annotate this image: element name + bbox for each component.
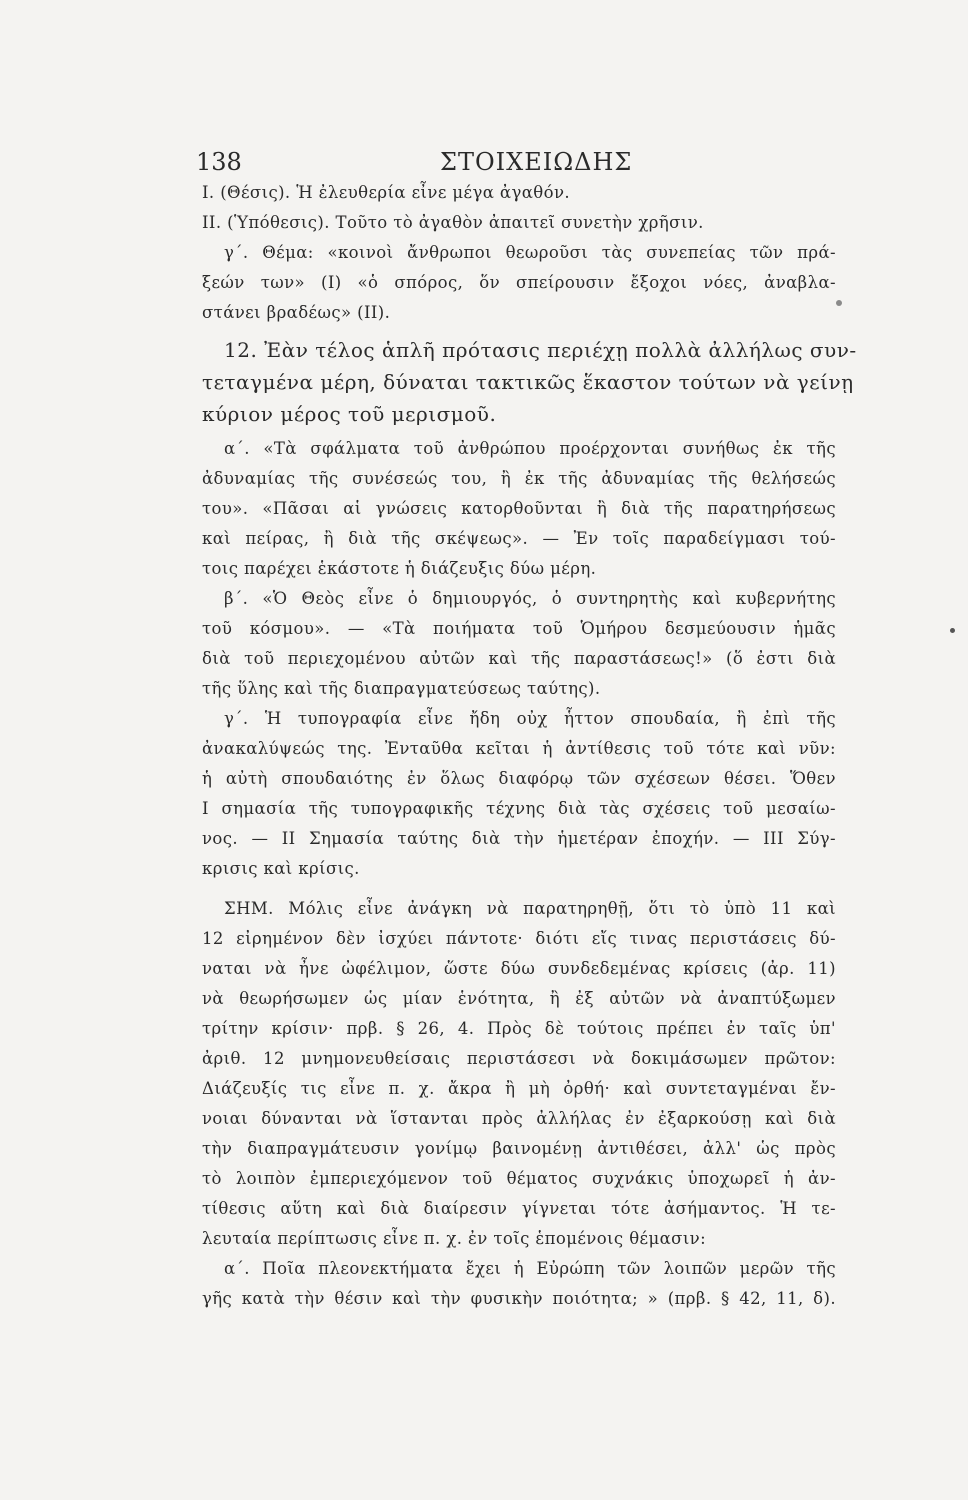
text-line: ναται νὰ ἦνε ὠφέλιμον, ὥστε δύω συνδεδεμένας κρίσεις (ἀρ. 11) <box>202 959 836 978</box>
page-number: 138 <box>196 148 242 176</box>
text-line: α΄. Ποῖα πλεονεκτήματα ἔχει ἡ Εὐρώπη τῶν λοιπῶν μερῶν τῆς <box>224 1259 836 1278</box>
text-line: τρίτην κρίσιν· πρβ. § 26, 4. Πρὸς δὲ τούτοις πρέπει ἐν ταῖς ὑπ' <box>202 1019 836 1038</box>
text-line: γῆς κατὰ τὴν θέσιν καὶ τὴν φυσικὴν ποιότητα; » (πρβ. § 42, 11, δ). <box>202 1289 836 1308</box>
text-line: ἡ αὐτὴ σπουδαιότης ἐν ὅλως διαφόρῳ τῶν σχέσεων θέσει. Ὅθεν <box>202 769 836 788</box>
text-line: τὸ λοιπὸν ἐμπεριεχόμενον τοῦ θέματος συχνάκις ὑποχωρεῖ ἡ ἀν- <box>202 1169 836 1188</box>
text-line: τίθεσις αὕτη καὶ διὰ διαίρεσιν γίγνεται τότε ἀσήμαντος. Ἡ τε- <box>202 1199 836 1218</box>
text-line: ἀριθ. 12 μνημονευθείσαις περιστάσεσι νὰ δοκιμάσωμεν πρῶτον: <box>202 1049 836 1068</box>
text-line: λευταία περίπτωσις εἶνε π. χ. ἐν τοῖς ἑπομένοις θέμασιν: <box>202 1229 707 1248</box>
text-line: τοις παρέχει ἑκάστοτε ἡ διάζευξις δύω μέρη. <box>202 559 597 578</box>
text-line: τοῦ κόσμου». — «Τὰ ποιήματα τοῦ Ὁμήρου δεσμεύουσιν ἡμᾶς <box>202 619 836 638</box>
text-line: τεταγμένα μέρη, δύναται τακτικῶς ἕκαστον τούτων νὰ γείνῃ <box>202 370 854 394</box>
text-line: 12. Ἐὰν τέλος ἁπλῆ πρότασις περιέχῃ πολλὰ ἀλλήλως συν- <box>224 338 857 362</box>
text-line: ἀδυναμίας τῆς συνέσεώς του, ἢ ἐκ τῆς ἀδυναμίας τῆς θελήσεώς <box>202 469 836 488</box>
text-line: γ΄. Θέμα: «κοινοὶ ἄνθρωποι θεωροῦσι τὰς συνεπείας τῶν πρά- <box>224 243 836 262</box>
text-line: κύριον μέρος τοῦ μερισμοῦ. <box>202 402 497 426</box>
text-line: 12 εἰρημένον δὲν ἰσχύει πάντοτε· διότι εἴς τινας περιστάσεις δύ- <box>202 929 836 948</box>
text-line: II. (Ὑπόθεσις). Τοῦτο τὸ ἀγαθὸν ἀπαιτεῖ συνετὴν χρῆσιν. <box>202 213 704 232</box>
text-line: νὰ θεωρήσωμεν ὡς μίαν ἑνότητα, ἢ ἐξ αὐτῶν νὰ ἀναπτύξωμεν <box>202 989 836 1008</box>
paper-speck <box>836 300 842 306</box>
text-line: I σημασία τῆς τυπογραφικῆς τέχνης διὰ τὰς σχέσεις τοῦ μεσαίω- <box>202 799 836 818</box>
text-line: γ΄. Ἡ τυπογραφία εἶνε ἤδη οὐχ ἧττον σπουδαία, ἢ ἐπὶ τῆς <box>224 709 836 728</box>
text-line: κρισις καὶ κρίσις. <box>202 859 360 878</box>
running-title: ΣΤΟΙΧΕΙΩΔΗΣ <box>440 148 633 176</box>
text-line: ἀνακαλύψεώς της. Ἐνταῦθα κεῖται ἡ ἀντίθεσις τοῦ τότε καὶ νῦν: <box>202 739 836 758</box>
text-line: νος. — II Σημασία ταύτης διὰ τὴν ἡμετέραν ἐποχήν. — III Σύγ- <box>202 829 836 848</box>
text-line: β΄. «Ὁ Θεὸς εἶνε ὁ δημιουργός, ὁ συντηρητὴς καὶ κυβερνήτης <box>224 589 836 608</box>
text-line: α΄. «Τὰ σφάλματα τοῦ ἀνθρώπου προέρχονται συνήθως ἐκ τῆς <box>224 439 836 458</box>
text-line: τῆς ὕλης καὶ τῆς διαπραγματεύσεως ταύτης). <box>202 679 601 698</box>
text-line: καὶ πείρας, ἢ διὰ τῆς σκέψεως». — Ἐν τοῖς παραδείγμασι τού- <box>202 529 836 548</box>
text-line: Διάζευξίς τις εἶνε π. χ. ἄκρα ἢ μὴ ὀρθή· καὶ συντεταγμέναι ἔν- <box>202 1079 836 1098</box>
text-line: νοιαι δύνανται νὰ ἵστανται πρὸς ἀλλήλας ἐν ἐξαρκούσῃ καὶ διὰ <box>202 1109 836 1128</box>
text-line: στάνει βραδέως» (II). <box>202 303 391 322</box>
text-line: του». «Πᾶσαι αἱ γνώσεις κατορθοῦνται ἢ διὰ τῆς παρατηρήσεως <box>202 499 836 518</box>
paper-speck <box>950 628 955 633</box>
text-line: I. (Θέσις). Ἡ ἐλευθερία εἶνε μέγα ἀγαθόν. <box>202 183 571 202</box>
body-text <box>202 178 857 1314</box>
text-line: διὰ τοῦ περιεχομένου αὐτῶν καὶ τῆς παραστάσεως!» (ὅ ἐστι διὰ <box>202 649 836 668</box>
page-header <box>196 148 836 178</box>
text-line: ξεών των» (I) «ὁ σπόρος, ὅν σπείρουσιν ἔξοχοι νόες, ἀναβλα- <box>202 273 836 292</box>
text-line: ΣΗΜ. Μόλις εἶνε ἀνάγκη νὰ παρατηρηθῇ, ὅτι τὸ ὑπὸ 11 καὶ <box>224 899 836 918</box>
text-line: τὴν διαπραγμάτευσιν γονίμῳ βαινομένῃ ἀντιθέσει, ἀλλ' ὡς πρὸς <box>202 1139 836 1158</box>
